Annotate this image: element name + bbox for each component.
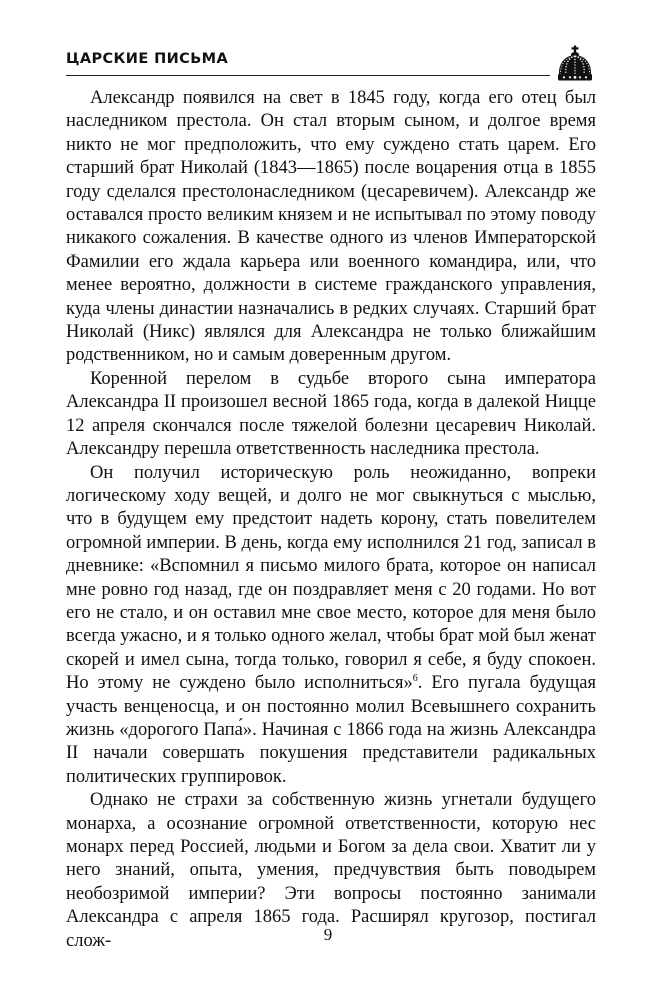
paragraph-text: . Его пугала будущая участь венценосца, и он постоянно молил Всевышнего сохранить жизнь «дорогого Папа́». Начиная с 1866 года на жизнь Александра II начали совершать покушения представители радикальных политических группировок. bbox=[66, 673, 596, 787]
paragraph bbox=[66, 462, 596, 790]
paragraph-text: Он получил историческую роль неожиданно, вопреки логическому ходу вещей, и долго не мог свыкнуться с мыслью, что в будущем ему предстоит надеть корону, стать повелителем огромной империи. В день, когда ему исполнился 21 год, записал в дневнике: «Вспомнил я письмо милого брата, которое он написал мне ровно год назад, где он поздравляет меня с 20 годами. Но вот его не стало, и он оставил мне свое место, которое для меня было всегда ужасно, и я только одного желал, чтобы брат мой был женат скорей и имел сына, тогда только, говорил я себе, я буду спокоен. Но этому не суждено было исполниться» bbox=[66, 462, 596, 694]
footnote-marker[interactable]: 6 bbox=[412, 673, 418, 684]
body-text bbox=[66, 87, 596, 953]
paragraph: Александр появился на свет в 1845 году, когда его отец был наследником престола. Он стал вторым сыном, и долгое время никто не мог предположить, что ему суждено стать царем. Его старший брат Николай (1843—1865) после воцарения отца в 1855 году сделался престолонаследником (цесаревичем). Александр же оставался просто великим князем и не испытывал по этому поводу никакого сожаления. В качестве одного из членов Императорской Фамилии его ждала карьера или военного командира, или, что менее вероятно, должности в системе гражданского управления, куда члены династии назначались в редких случаях. Старший брат Николай (Никс) являлся для Александра не только ближайшим родственником, но и самым доверенным другом. bbox=[66, 88, 596, 366]
paragraph: Однако не страхи за собственную жизнь угнетали будущего монарха, а осознание огромной ответственности, которую нес монарх перед Россией, людьми и Богом за дела свои. Хватит ли у него знаний, опыта, умения, предчувствия быть поводырем необозримой империи? Эти вопросы постоянно занимали Александра с апреля 1865 года. Расширял кругозор, постигал слож- bbox=[66, 790, 596, 951]
header-rule bbox=[66, 75, 550, 76]
paragraph: Коренной перелом в судьбе второго сына императора Александра II произошел весной 1865 года, когда в далекой Ницце 12 апреля скончался после тяжелой болезни цесаревич Николай. Александру перешла ответственность наследника престола. bbox=[66, 368, 596, 460]
running-header bbox=[66, 45, 596, 83]
crown-icon bbox=[555, 45, 595, 83]
page-number: 9 bbox=[323, 925, 333, 944]
header-title: ЦАРСКИЕ ПИСЬМА bbox=[66, 51, 229, 67]
